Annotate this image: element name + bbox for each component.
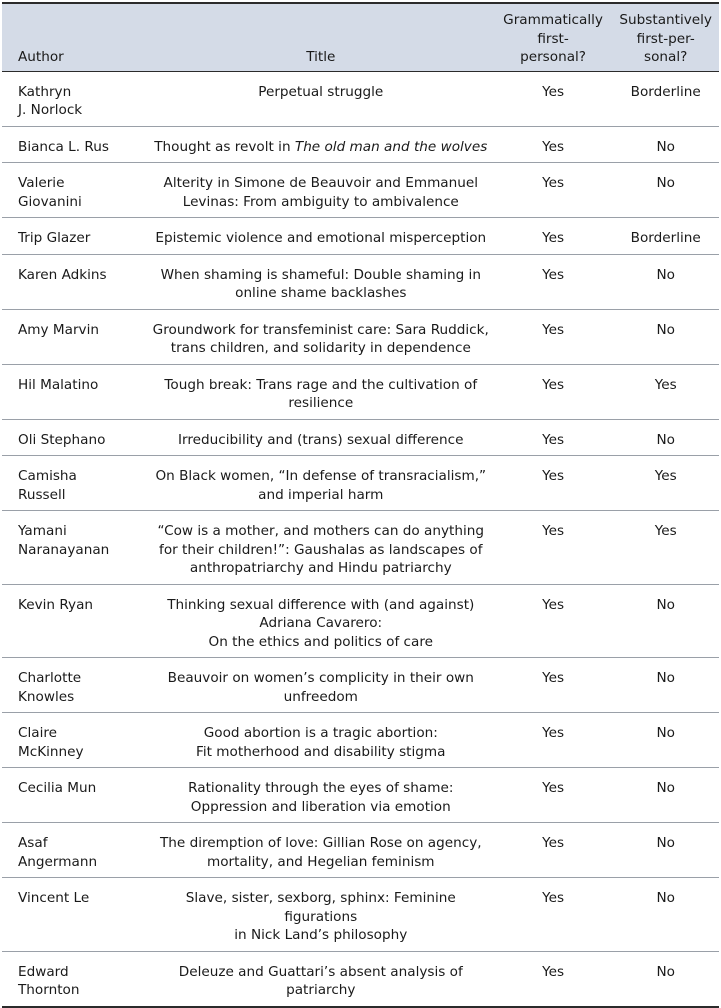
title-line: for their children!”: Gaushalas as landscapes of — [159, 541, 483, 558]
substantive-cell: No — [656, 670, 675, 686]
title-line: Deleuze and Guattari’s absent analysis of — [178, 963, 463, 980]
title-line: trans children, and solidarity in dependence — [170, 340, 471, 356]
author-cell — [2, 71, 148, 126]
grammatical-cell: Yes — [542, 431, 565, 448]
title-line: in Nick Land’s philosophy — [234, 927, 408, 943]
title-line: Perpetual struggle — [258, 83, 384, 100]
title-cell — [148, 364, 494, 419]
table-row — [2, 218, 719, 255]
title-line: When shaming is shameful: Double shaming in — [160, 266, 481, 283]
grammatical-cell: Yes — [542, 780, 565, 796]
table-row — [2, 768, 719, 823]
title-line: and imperial harm — [258, 486, 384, 503]
grammatical-cell: Yes — [542, 468, 565, 484]
author-cell — [2, 419, 148, 456]
grammatical-cell: Yes — [542, 725, 565, 741]
author-line: Vincent Le — [18, 890, 90, 906]
author-cell — [2, 768, 148, 823]
author-cell — [2, 713, 148, 768]
header-substantive-line: sonal? — [644, 49, 688, 65]
title-cell — [148, 163, 494, 218]
table-row — [2, 126, 719, 163]
title-line: On the ethics and politics of care — [208, 633, 434, 650]
articles-table — [2, 2, 719, 1008]
substantive-cell: No — [656, 175, 675, 191]
grammatical-cell: Yes — [542, 376, 565, 393]
table-row — [2, 309, 719, 364]
header-substantive — [612, 3, 719, 71]
author-line: Valerie — [18, 175, 65, 191]
table-row — [2, 823, 719, 878]
author-cell — [2, 456, 148, 511]
grammatical-cell: Yes — [542, 596, 565, 613]
author-cell — [2, 163, 148, 218]
author-line: Russell — [18, 486, 66, 503]
title-line: Fit motherhood and disability stigma — [196, 743, 446, 760]
title-cell — [148, 658, 494, 713]
header-grammatical-line: Grammatically — [503, 12, 603, 28]
author-line: Naranayanan — [18, 541, 110, 558]
header-author: Author — [18, 49, 64, 65]
title-plain: Thought as revolt in — [154, 138, 295, 155]
substantive-cell: Yes — [654, 468, 677, 484]
title-line: Adriana Cavarero: — [259, 615, 383, 631]
author-line: Charlotte — [18, 670, 82, 686]
grammatical-cell: Yes — [542, 138, 565, 155]
title-line: Groundwork for transfeminist care: Sara Ruddick, — [152, 321, 489, 338]
author-cell — [2, 126, 148, 163]
author-cell — [2, 584, 148, 658]
title-cell — [148, 254, 494, 309]
substantive-cell: No — [656, 780, 675, 796]
table-row — [2, 163, 719, 218]
author-line: Kevin Ryan — [18, 596, 94, 613]
title-cell — [148, 584, 494, 658]
substantive-cell: No — [656, 725, 675, 741]
table-row — [2, 713, 719, 768]
author-cell — [2, 951, 148, 1007]
header-grammatical — [494, 3, 613, 71]
title-line: mortality, and Hegelian feminism — [206, 853, 435, 870]
author-line: Amy Marvin — [18, 321, 99, 338]
header-substantive-line: Substantively — [619, 12, 712, 28]
author-line: J. Norlock — [18, 102, 83, 118]
table-row — [2, 511, 719, 585]
author-line: Camisha — [18, 468, 77, 484]
title-line: On Black women, “In defense of transracialism,” — [155, 468, 487, 484]
substantive-cell: No — [656, 431, 675, 448]
grammatical-cell: Yes — [542, 175, 565, 191]
grammatical-cell: Yes — [542, 835, 565, 851]
table-row — [2, 419, 719, 456]
title-line: Slave, sister, sexborg, sphinx: Feminine figurations — [185, 890, 456, 925]
table-row — [2, 364, 719, 419]
title-line: Irreducibility and (trans) sexual difference — [178, 431, 464, 448]
author-line: Cecilia Mun — [18, 780, 97, 796]
author-line: Trip Glazer — [18, 230, 91, 246]
title-line: unfreedom — [283, 688, 358, 705]
substantive-cell: No — [656, 835, 675, 851]
substantive-cell: Yes — [654, 523, 677, 539]
header-grammatical-line: personal? — [520, 49, 587, 65]
substantive-cell: No — [656, 890, 675, 906]
grammatical-cell: Yes — [542, 266, 565, 283]
title-line: anthropatriarchy and Hindu patriarchy — [189, 560, 452, 576]
title-cell — [148, 71, 494, 126]
article-table-container — [2, 2, 719, 1008]
table-header — [2, 3, 719, 71]
author-line: Bianca L. Rus — [18, 138, 109, 155]
header-title: Title — [306, 49, 336, 65]
title-cell — [148, 218, 494, 255]
author-line: Asaf — [18, 835, 48, 851]
table-row — [2, 254, 719, 309]
author-line: Claire — [18, 725, 58, 741]
grammatical-cell: Yes — [542, 890, 565, 906]
header-row — [2, 3, 719, 71]
title-cell — [148, 713, 494, 768]
author-cell — [2, 254, 148, 309]
title-line: Good abortion is a tragic abortion: — [203, 725, 438, 741]
title-line: Beauvoir on women’s complicity in their own — [167, 670, 474, 686]
title-line: Rationality through the eyes of shame: — [188, 780, 454, 796]
title-line — [152, 138, 490, 157]
author-line: McKinney — [18, 743, 84, 760]
substantive-cell: No — [656, 321, 675, 338]
table-body — [2, 71, 719, 1007]
title-cell — [148, 511, 494, 585]
grammatical-cell: Yes — [542, 523, 565, 539]
table-row — [2, 878, 719, 952]
author-cell — [2, 309, 148, 364]
substantive-cell: No — [656, 963, 675, 980]
grammatical-cell: Yes — [542, 230, 565, 246]
substantive-cell: Borderline — [630, 83, 701, 100]
header-substantive-line: first-per- — [636, 30, 695, 47]
author-cell — [2, 511, 148, 585]
author-cell — [2, 218, 148, 255]
author-line: Yamani — [18, 523, 67, 539]
substantive-cell: No — [656, 596, 675, 613]
table-row — [2, 584, 719, 658]
substantive-cell: Yes — [654, 376, 677, 393]
title-line: patriarchy — [286, 982, 356, 998]
author-line: Giovanini — [18, 193, 82, 210]
title-line: “Cow is a mother, and mothers can do anything — [157, 523, 484, 539]
title-line: The diremption of love: Gillian Rose on agency, — [159, 835, 482, 851]
table-row — [2, 951, 719, 1007]
author-line: Karen Adkins — [18, 266, 107, 283]
author-line: Oli Stephano — [18, 431, 106, 448]
title-cell — [148, 309, 494, 364]
table-row — [2, 658, 719, 713]
title-line: Levinas: From ambiguity to ambivalence — [182, 193, 459, 210]
title-cell — [148, 456, 494, 511]
title-line: Tough break: Trans rage and the cultivation of — [164, 376, 478, 393]
grammatical-cell: Yes — [542, 321, 565, 338]
title-cell — [148, 419, 494, 456]
title-line: Epistemic violence and emotional misperception — [155, 230, 487, 246]
title-line: resilience — [288, 395, 354, 411]
table-row — [2, 456, 719, 511]
title-cell — [148, 823, 494, 878]
substantive-cell: No — [656, 138, 675, 155]
author-cell — [2, 878, 148, 952]
title-line: Thinking sexual difference with (and against) — [167, 596, 475, 613]
author-line: Hil Malatino — [18, 376, 99, 393]
title-cell — [148, 878, 494, 952]
title-italic: The old man and the wolves — [294, 138, 488, 155]
grammatical-cell: Yes — [542, 83, 565, 100]
author-cell — [2, 364, 148, 419]
author-line: Thornton — [18, 982, 80, 998]
substantive-cell: Borderline — [630, 230, 701, 246]
title-line: Oppression and liberation via emotion — [190, 798, 451, 815]
grammatical-cell: Yes — [542, 963, 565, 980]
header-grammatical-line: first- — [537, 30, 569, 47]
title-line: online shame backlashes — [235, 285, 407, 301]
title-cell — [148, 951, 494, 1007]
title-line: Alterity in Simone de Beauvoir and Emmanuel — [163, 175, 479, 191]
substantive-cell: No — [656, 266, 675, 283]
author-cell — [2, 658, 148, 713]
title-cell — [148, 126, 494, 163]
grammatical-cell: Yes — [542, 670, 565, 686]
author-line: Knowles — [18, 688, 75, 705]
author-line: Edward — [18, 963, 69, 980]
author-line: Kathryn — [18, 83, 72, 100]
author-line: Angermann — [18, 853, 98, 870]
table-row — [2, 71, 719, 126]
author-cell — [2, 823, 148, 878]
title-cell — [148, 768, 494, 823]
